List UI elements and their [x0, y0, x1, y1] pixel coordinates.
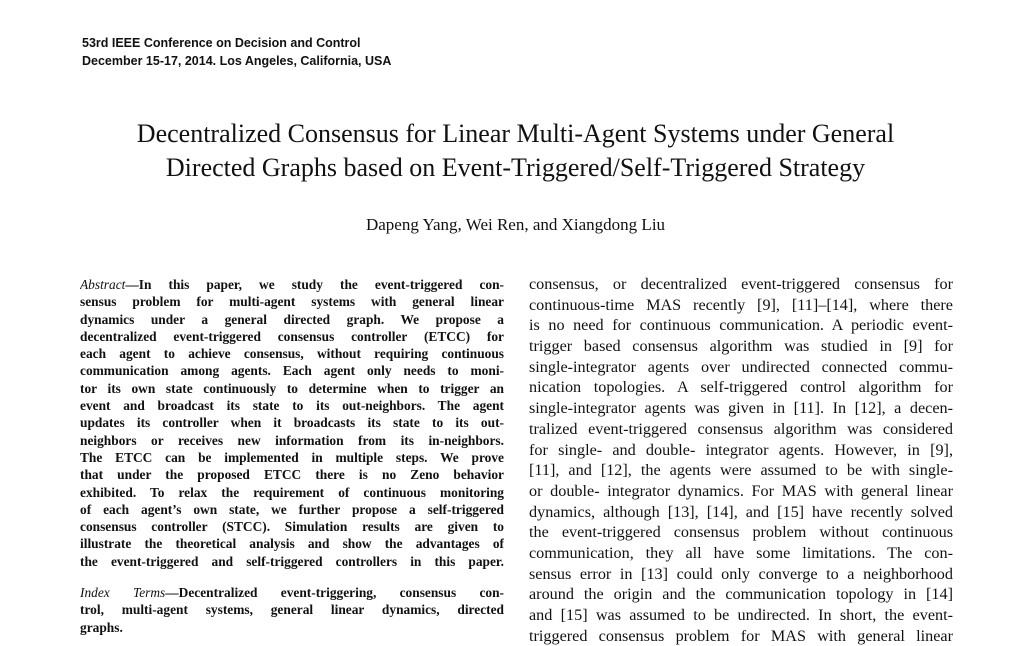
paper-authors: Dapeng Yang, Wei Ren, and Xiangdong Liu — [365, 215, 666, 234]
body-line: dynamics, although [13], [14], and [15] have recently solved — [529, 502, 953, 521]
body-line: or double- integrator dynamics. For MAS with general linear — [529, 481, 953, 500]
conference-date-location: December 15-17, 2014. Los Angeles, California, USA — [82, 54, 392, 68]
paper-title — [60, 117, 971, 185]
abstract-line: neighbors or receives new information from its in-neighbors. — [80, 432, 504, 448]
body-line: consensus, or decentralized event-triggered consensus for — [529, 275, 953, 293]
body-line: around the origin and the communication topology in [14] — [529, 585, 953, 604]
right-column — [529, 274, 953, 646]
body-line: nication topologies. A self-triggered control algorithm for — [529, 378, 953, 397]
title-line: Decentralized Consensus for Linear Multi-Agent Systems under General — [136, 119, 895, 148]
body-line: continuous-time MAS recently [9], [11]–[14], where there — [529, 295, 953, 314]
body-line: trigger based consensus algorithm was studied in [9] for — [529, 337, 953, 356]
abstract-line: dynamics under a general directed graph. We propose a — [80, 311, 504, 327]
abstract-line: decentralized event-triggered consensus controller (ETCC) for — [80, 328, 504, 344]
abstract-line: consensus controller (STCC). Simulation results are given to — [80, 519, 504, 535]
abstract-line: communication among agents. Each agent only needs to moni- — [80, 363, 504, 379]
abstract-line: event and broadcast its state to its out-neighbors. The agent — [80, 398, 504, 414]
abstract-line: each agent to achieve consensus, without requiring continuous — [80, 346, 504, 362]
index-terms — [80, 584, 504, 636]
abstract-line: sensus problem for multi-agent systems with general linear — [80, 294, 504, 310]
abstract-line: that under the proposed ETCC there is no Zeno behavior — [80, 467, 504, 483]
body-line: for single- and double- integrator agents. However, in [9], — [529, 440, 953, 459]
index-terms-line: trol, multi-agent systems, general linear dynamics, directed — [80, 602, 504, 618]
body-line: sensus error in [13] could only converge to a neighborhood — [529, 564, 953, 583]
abstract-line: exhibited. To relax the requirement of continuous monitoring — [80, 484, 504, 500]
index-terms-line-text: —Decentralized event-triggering, consensus con- — [165, 585, 504, 601]
abstract-line-text: —In this paper, we study the event-triggered con- — [125, 277, 504, 292]
title-line: Directed Graphs based on Event-Triggered/Self-Triggered Strategy — [165, 153, 866, 182]
abstract — [80, 276, 504, 570]
body-line: single-integrator agents over undirected connected commu- — [529, 357, 953, 376]
abstract-lead: Abstract — [80, 277, 126, 292]
conference-name: 53rd IEEE Conference on Decision and Control — [82, 36, 361, 50]
body-line: communication, they all have some limitations. The con- — [529, 543, 953, 562]
conference-header — [82, 34, 391, 70]
index-terms-line — [80, 584, 504, 601]
abstract-line: the event-triggered and self-triggered controllers in this paper. — [80, 553, 504, 569]
body-line: triggered consensus problem for MAS with general linear — [529, 626, 953, 645]
abstract-line: updates its controller when it broadcasts its state to its out- — [80, 415, 504, 431]
abstract-line: of each agent’s own state, we further propose a self-triggered — [80, 501, 504, 517]
abstract-line: illustrate the theoretical analysis and show the advantages of — [80, 536, 504, 552]
abstract-line: The ETCC can be implemented in multiple steps. We prove — [80, 449, 504, 465]
body-line: single-integrator agents was given in [11]. In [12], a decen- — [529, 399, 953, 418]
body-line: [11], and [12], the agents were assumed to be with single- — [529, 461, 953, 480]
left-column — [80, 276, 504, 636]
index-terms-lead: Index Terms — [80, 585, 166, 601]
abstract-line: tor its own state continuously to determine when to trigger an — [80, 380, 504, 396]
body-line: is no need for continuous communication. A periodic event- — [529, 316, 953, 335]
index-terms-line: graphs. — [80, 619, 123, 635]
body-line: and [15] was assumed to be undirected. In short, the event- — [529, 606, 953, 624]
body-line: the event-triggered consensus problem without continuous — [529, 523, 953, 542]
body-line: tralized event-triggered consensus algorithm was considered — [529, 419, 953, 438]
abstract-line — [80, 276, 504, 293]
